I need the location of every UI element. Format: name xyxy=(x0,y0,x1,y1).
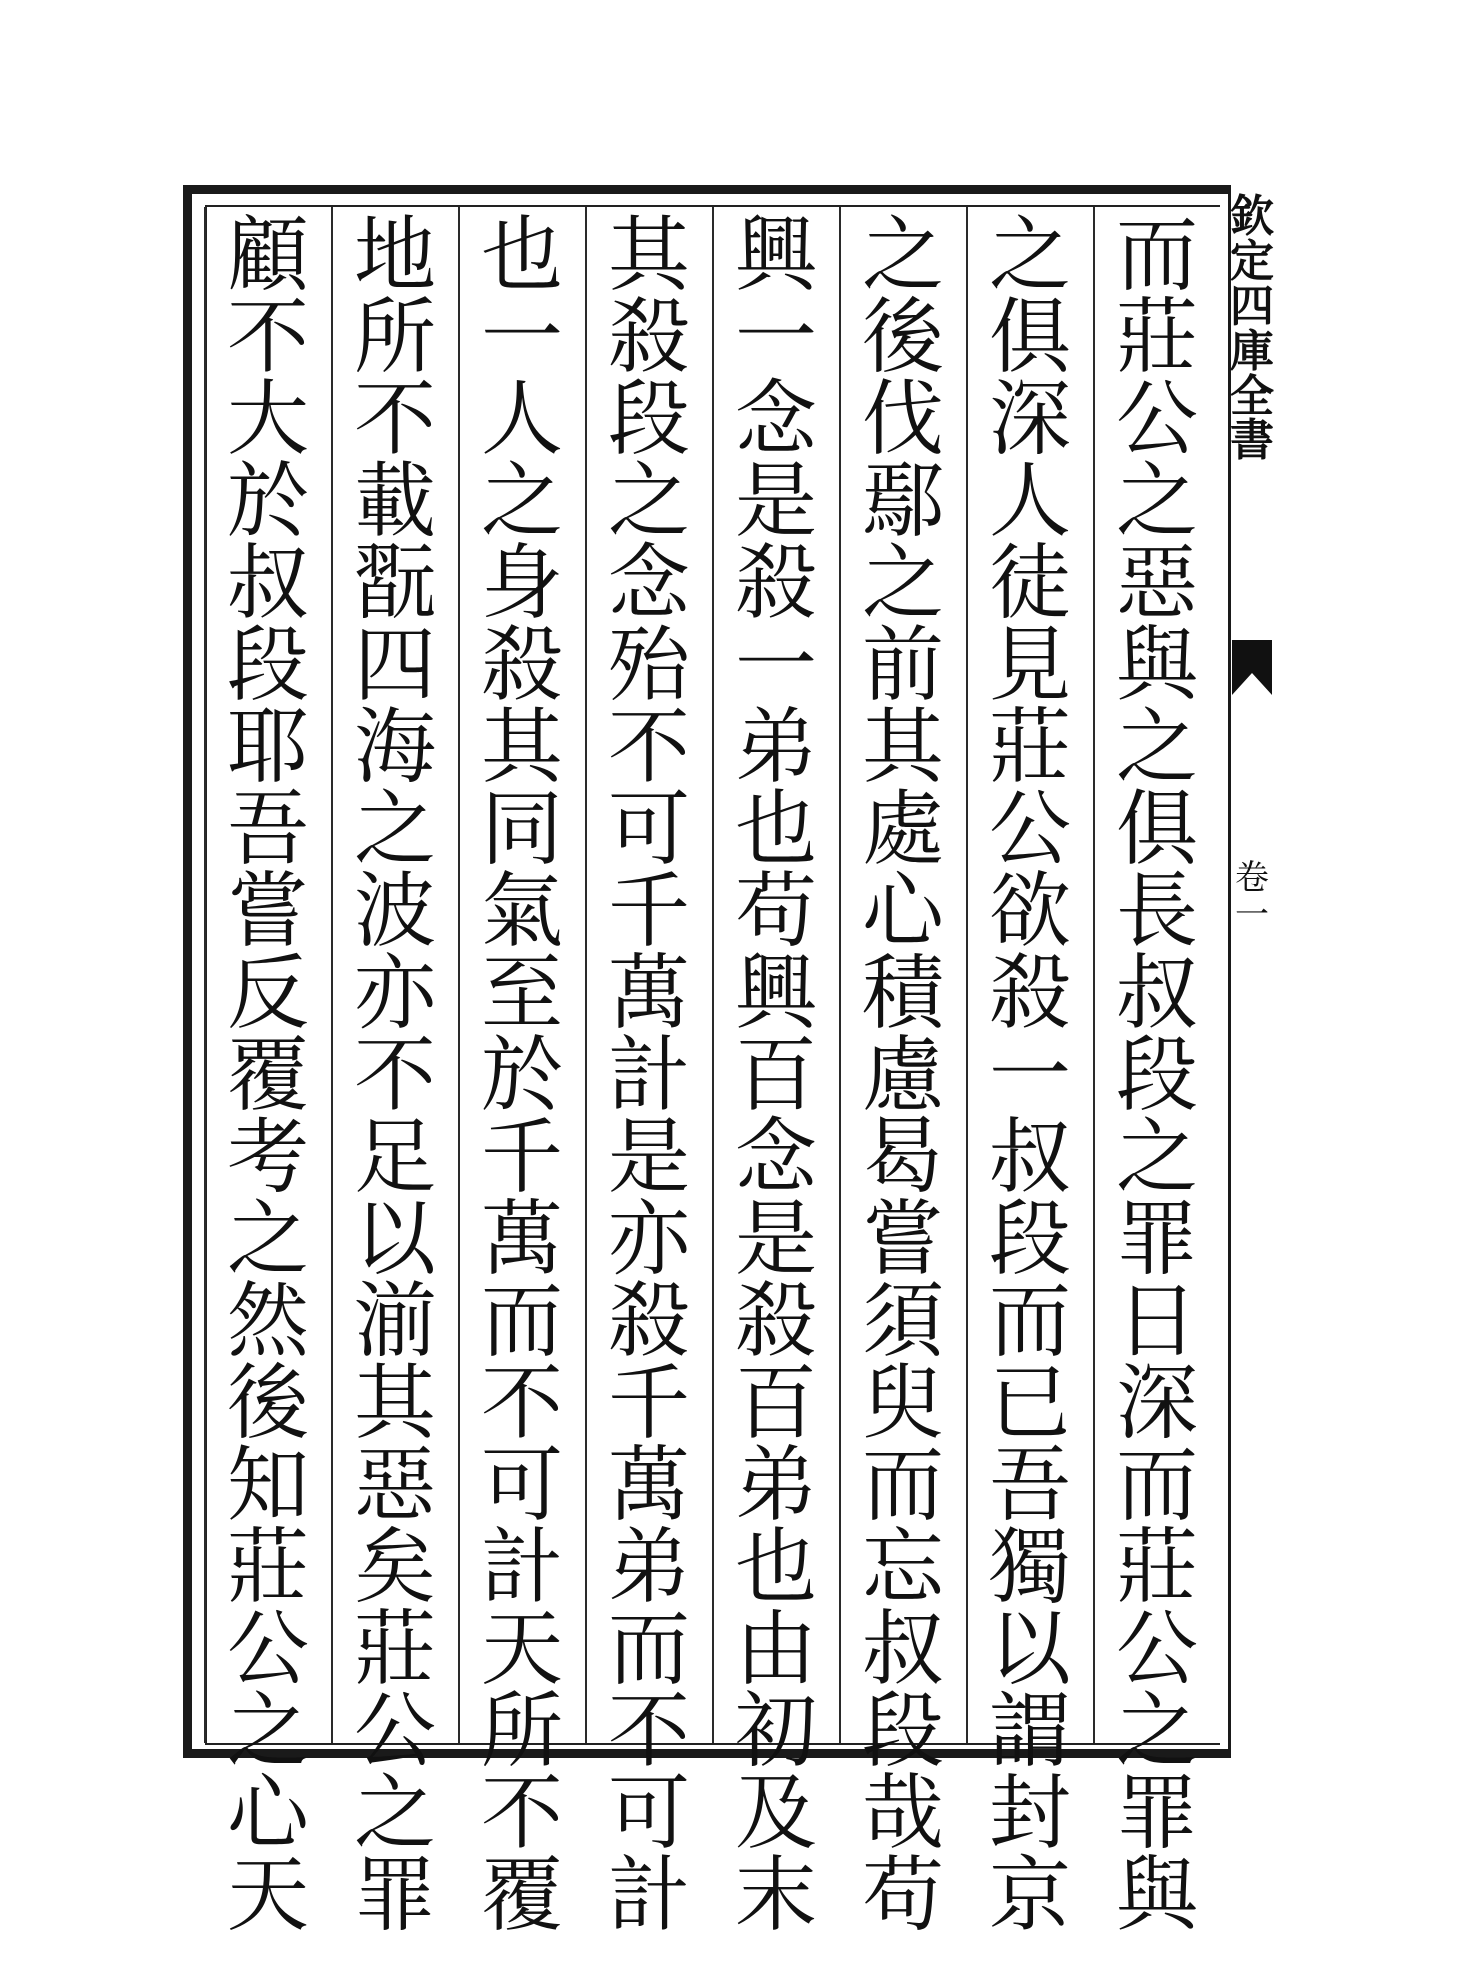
character: 其 xyxy=(353,1356,436,1451)
character: 公 xyxy=(353,1684,436,1779)
volume-label xyxy=(1234,860,1270,935)
character: 莊 xyxy=(1115,1520,1198,1615)
character: 殺 xyxy=(480,618,563,713)
character: 而 xyxy=(988,1274,1071,1369)
character: 惡 xyxy=(353,1438,436,1533)
character: 公 xyxy=(988,782,1071,877)
character: 莊 xyxy=(353,1602,436,1697)
character: 之 xyxy=(353,782,436,877)
text-column xyxy=(718,208,834,1943)
character: 莊 xyxy=(988,700,1071,795)
text-column xyxy=(845,208,961,1943)
character: 可 xyxy=(607,782,690,877)
character: 至 xyxy=(480,946,563,1041)
character: 一 xyxy=(480,290,563,385)
character: 不 xyxy=(353,372,436,467)
text-column xyxy=(464,208,580,1943)
character: 顧 xyxy=(226,208,309,303)
character: 之 xyxy=(353,1766,436,1861)
character: 之 xyxy=(1115,700,1198,795)
character: 積 xyxy=(861,946,944,1041)
character: 是 xyxy=(734,454,817,549)
character: 百 xyxy=(734,1028,817,1123)
column-rule xyxy=(966,207,968,1743)
character: 萬 xyxy=(607,1438,690,1533)
collection-title xyxy=(1230,191,1274,467)
character: 曷 xyxy=(861,1110,944,1205)
character: 載 xyxy=(353,454,436,549)
character: 地 xyxy=(353,208,436,303)
character: 及 xyxy=(734,1766,817,1861)
volume-label-char: 卷 xyxy=(1235,858,1269,898)
character: 殺 xyxy=(988,946,1071,1041)
character: 也 xyxy=(734,1520,817,1615)
character: 其 xyxy=(607,208,690,303)
character: 鄢 xyxy=(861,454,944,549)
character: 然 xyxy=(226,1274,309,1369)
column-rule xyxy=(585,207,587,1743)
character: 嘗 xyxy=(226,864,309,959)
volume-label-char: 一 xyxy=(1235,895,1269,936)
character: 處 xyxy=(861,782,944,877)
character: 其 xyxy=(480,700,563,795)
character: 罪 xyxy=(1115,1766,1198,1861)
column-rule xyxy=(1093,207,1095,1743)
character: 覆 xyxy=(480,1848,563,1943)
character: 殺 xyxy=(607,290,690,385)
character: 翫 xyxy=(353,536,436,631)
character: 也 xyxy=(734,782,817,877)
character: 慮 xyxy=(861,1028,944,1123)
character: 前 xyxy=(861,618,944,713)
character: 深 xyxy=(988,372,1071,467)
text-column xyxy=(972,208,1088,1943)
text-column xyxy=(591,208,707,1943)
character: 俱 xyxy=(1115,782,1198,877)
collection-title-char: 欽 xyxy=(1230,191,1274,242)
character: 知 xyxy=(226,1438,309,1533)
character: 京 xyxy=(988,1848,1071,1943)
character: 一 xyxy=(734,290,817,385)
character: 不 xyxy=(607,1684,690,1779)
character: 覆 xyxy=(226,1028,309,1123)
character: 而 xyxy=(861,1438,944,1533)
collection-title-char: 書 xyxy=(1230,415,1274,467)
character: 百 xyxy=(734,1356,817,1451)
character: 深 xyxy=(1115,1356,1198,1451)
character: 於 xyxy=(226,454,309,549)
character: 是 xyxy=(607,1110,690,1205)
character: 念 xyxy=(734,1110,817,1205)
column-rule xyxy=(839,207,841,1743)
character: 公 xyxy=(1115,1602,1198,1697)
character: 可 xyxy=(607,1766,690,1861)
character: 而 xyxy=(607,1602,690,1697)
column-rule xyxy=(458,207,460,1743)
character: 其 xyxy=(861,700,944,795)
character: 之 xyxy=(480,454,563,549)
character: 俱 xyxy=(988,290,1071,385)
character: 之 xyxy=(226,1192,309,1287)
character: 千 xyxy=(607,1356,690,1451)
character: 叔 xyxy=(988,1110,1071,1205)
character: 而 xyxy=(1115,1438,1198,1533)
character: 殺 xyxy=(734,1274,817,1369)
character: 與 xyxy=(1115,618,1198,713)
character: 由 xyxy=(734,1602,817,1697)
character: 段 xyxy=(607,372,690,467)
character: 之 xyxy=(607,454,690,549)
character: 後 xyxy=(226,1356,309,1451)
character: 吾 xyxy=(988,1438,1071,1533)
character: 弟 xyxy=(607,1520,690,1615)
character: 一 xyxy=(988,1028,1071,1123)
character: 千 xyxy=(607,864,690,959)
character: 殺 xyxy=(734,536,817,631)
character: 不 xyxy=(480,1356,563,1451)
character: 波 xyxy=(353,864,436,959)
column-rule xyxy=(204,207,206,1743)
character: 罪 xyxy=(1115,1192,1198,1287)
character: 忘 xyxy=(861,1520,944,1615)
collection-title-char: 四 xyxy=(1230,280,1274,332)
character: 心 xyxy=(226,1766,309,1861)
character: 以 xyxy=(353,1192,436,1287)
character: 叔 xyxy=(1115,946,1198,1041)
character: 千 xyxy=(480,1110,563,1205)
character: 與 xyxy=(1115,1848,1198,1943)
character: 也 xyxy=(480,208,563,303)
character: 見 xyxy=(988,618,1071,713)
character: 興 xyxy=(734,946,817,1041)
character: 之 xyxy=(861,208,944,303)
character: 反 xyxy=(226,946,309,1041)
character: 計 xyxy=(480,1520,563,1615)
character: 所 xyxy=(353,290,436,385)
text-column xyxy=(337,208,453,1943)
character: 段 xyxy=(226,618,309,713)
character: 惡 xyxy=(1115,536,1198,631)
character: 弟 xyxy=(734,1438,817,1533)
character: 長 xyxy=(1115,864,1198,959)
character: 四 xyxy=(353,618,436,713)
character: 不 xyxy=(226,290,309,385)
character: 一 xyxy=(734,618,817,713)
character: 於 xyxy=(480,1028,563,1123)
character: 吾 xyxy=(226,782,309,877)
character: 末 xyxy=(734,1848,817,1943)
character: 莊 xyxy=(1115,290,1198,385)
character: 天 xyxy=(226,1848,309,1943)
character: 計 xyxy=(607,1028,690,1123)
character: 而 xyxy=(480,1274,563,1369)
character: 臾 xyxy=(861,1356,944,1451)
character: 亦 xyxy=(353,946,436,1041)
character: 考 xyxy=(226,1110,309,1205)
character: 公 xyxy=(1115,372,1198,467)
character: 哉 xyxy=(861,1766,944,1861)
text-column xyxy=(1099,208,1215,1943)
column-rule xyxy=(712,207,714,1743)
character: 苟 xyxy=(734,864,817,959)
character: 大 xyxy=(226,372,309,467)
character: 段 xyxy=(861,1684,944,1779)
character: 不 xyxy=(353,1028,436,1123)
character: 初 xyxy=(734,1684,817,1779)
character: 須 xyxy=(861,1274,944,1369)
character: 不 xyxy=(480,1766,563,1861)
collection-title-char: 定 xyxy=(1230,235,1274,287)
character: 嘗 xyxy=(861,1192,944,1287)
character: 殆 xyxy=(607,618,690,713)
character: 萬 xyxy=(480,1192,563,1287)
character: 天 xyxy=(480,1602,563,1697)
character: 計 xyxy=(607,1848,690,1943)
character: 萬 xyxy=(607,946,690,1041)
character: 弟 xyxy=(734,700,817,795)
character: 興 xyxy=(734,208,817,303)
character: 謂 xyxy=(988,1684,1071,1779)
character: 所 xyxy=(480,1684,563,1779)
character: 人 xyxy=(480,372,563,467)
character: 莊 xyxy=(226,1520,309,1615)
character: 亦 xyxy=(607,1192,690,1287)
character: 氣 xyxy=(480,864,563,959)
character: 以 xyxy=(988,1602,1071,1697)
character: 叔 xyxy=(226,536,309,631)
character: 段 xyxy=(1115,1028,1198,1123)
character: 徒 xyxy=(988,536,1071,631)
character: 獨 xyxy=(988,1520,1071,1615)
collection-title-char: 全 xyxy=(1230,370,1274,422)
character: 心 xyxy=(861,864,944,959)
character: 已 xyxy=(988,1356,1071,1451)
character: 而 xyxy=(1115,208,1198,303)
character: 罪 xyxy=(353,1848,436,1943)
character: 之 xyxy=(1115,1684,1198,1779)
character: 之 xyxy=(861,536,944,631)
character: 同 xyxy=(480,782,563,877)
character: 人 xyxy=(988,454,1071,549)
character: 海 xyxy=(353,700,436,795)
character: 不 xyxy=(607,700,690,795)
character: 叔 xyxy=(861,1602,944,1697)
character: 可 xyxy=(480,1438,563,1533)
character: 念 xyxy=(734,372,817,467)
collection-title-char: 庫 xyxy=(1230,325,1274,377)
character: 湔 xyxy=(353,1274,436,1369)
character: 公 xyxy=(226,1602,309,1697)
text-column xyxy=(210,208,326,1943)
character: 耶 xyxy=(226,700,309,795)
character: 伐 xyxy=(861,372,944,467)
character: 矣 xyxy=(353,1520,436,1615)
character: 身 xyxy=(480,536,563,631)
character: 是 xyxy=(734,1192,817,1287)
character: 念 xyxy=(607,536,690,631)
character: 日 xyxy=(1115,1274,1198,1369)
character: 苟 xyxy=(861,1848,944,1943)
character: 之 xyxy=(226,1684,309,1779)
character: 封 xyxy=(988,1766,1071,1861)
character: 後 xyxy=(861,290,944,385)
character: 之 xyxy=(988,208,1071,303)
character: 之 xyxy=(1115,1110,1198,1205)
column-rule xyxy=(331,207,333,1743)
character: 欲 xyxy=(988,864,1071,959)
character: 之 xyxy=(1115,454,1198,549)
character: 段 xyxy=(988,1192,1071,1287)
character: 足 xyxy=(353,1110,436,1205)
character: 殺 xyxy=(607,1274,690,1369)
